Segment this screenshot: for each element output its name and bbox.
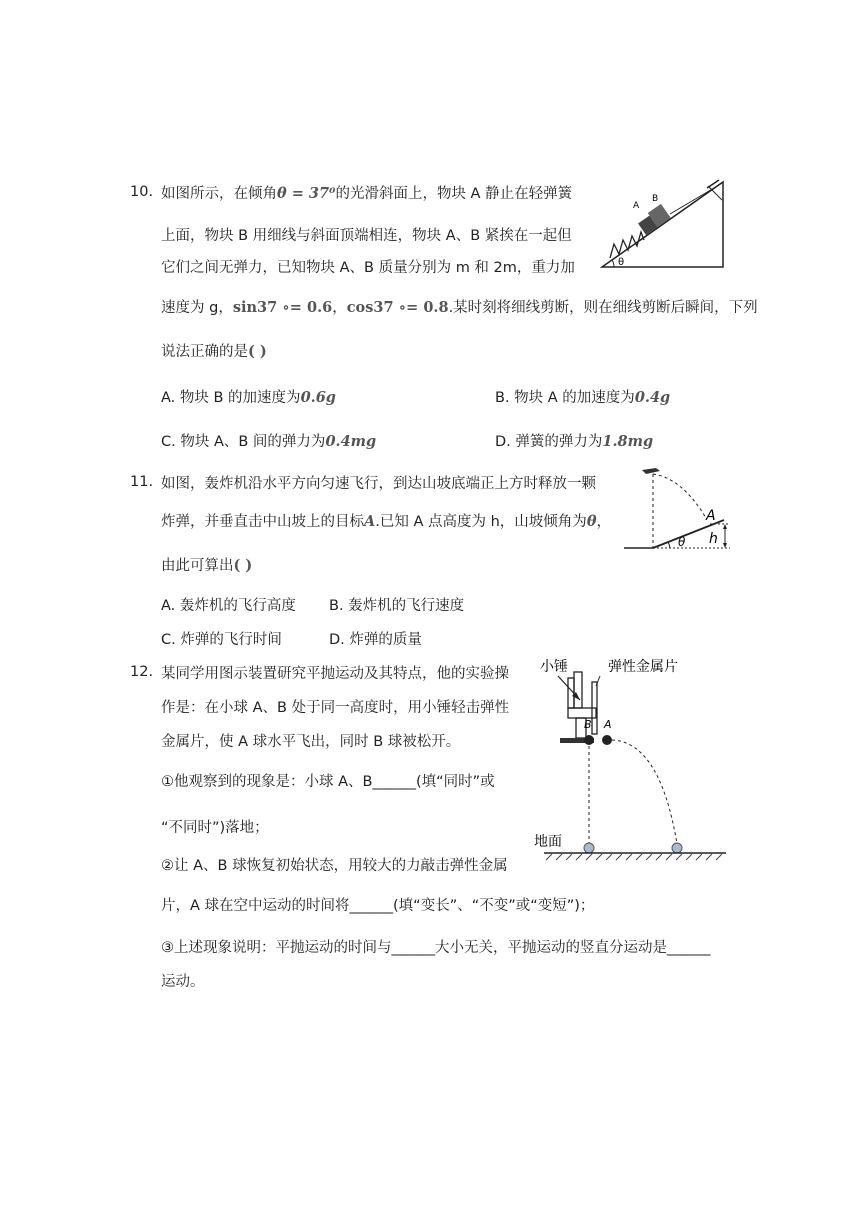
math-value: 0.6g [300,389,336,406]
label-a: A [604,718,612,731]
math-sin: sin37 ∘= 0.6 [232,299,333,316]
question-text-line [161,184,572,204]
question-text-line [161,512,611,532]
label-h: h [709,531,718,547]
label-a: A [633,201,640,211]
text: 的光滑斜面上，物块 A 静止在轻弹簧 [335,186,573,202]
question-text-line [161,556,252,576]
math-theta: θ = 37⁰ [277,185,336,202]
apparatus-figure [530,652,730,862]
question-text-line: 作是：在小球 A、B 处于同一高度时，用小锤轻击弹性 [161,700,510,716]
text: 由此可算出 [161,558,234,574]
text: B. 物块 A 的加速度为 [495,390,635,406]
label-plate: 弹性金属片 [608,659,678,675]
question-text-line: “不同时”)落地； [161,820,269,836]
slope-bomb-figure [620,460,732,554]
option-d [495,432,653,452]
math-value: 0.4g [634,389,671,406]
question-text-line: 片，A 球在空中运动的时间将______(填“变长”、“不变”或“变短”)； [161,898,595,914]
question-text-line: 如图，轰炸机沿水平方向匀速飞行，到达山坡底端正上方时释放一颗 [161,476,596,492]
question-text-line: ③上述现象说明：平抛运动的时间与______大小无关，平抛运动的竖直分运动是______ [161,940,711,956]
option-b: B. 轰炸机的飞行速度 [329,598,465,614]
question-text-line: ②让 A、B 球恢复初始状态，用较大的力敲击弹性金属 [161,858,508,874]
label-theta: θ [618,257,625,268]
question-number: 10. [130,184,154,200]
bomber-icon [642,468,660,474]
question-text-line: 金属片，使 A 球水平飞出，同时 B 球被松开。 [161,734,461,750]
question-text-line: 某同学用图示装置研究平抛运动及其特点，他的实验操 [161,666,509,682]
label-b: B [652,194,659,204]
option-b [495,388,670,408]
option-a [161,388,336,408]
question-number: 12. [130,664,154,680]
question-text-line: 运动。 [161,974,205,990]
label-theta: θ [678,535,686,549]
question-text-line: 它们之间无弹力，已知物块 A、B 质量分别为 m 和 2m，重力加 [161,260,575,276]
question-text-line: ①他观察到的现象是：小球 A、B______(填“同时”或 [161,774,495,790]
text: 炸弹，并垂直击中山坡上的目标 [161,514,364,530]
answer-paren: ( ) [248,343,267,360]
label-ground: 地面 [534,834,562,850]
label-a: A [706,508,716,524]
text: .已知 A 点高度为 h，山坡倾角为 [375,514,587,530]
question-text-line: 上面，物块 B 用细线与斜面顶端相连，物块 A、B 紧挨在一起但 [161,228,572,244]
question-number: 11. [130,474,154,490]
text: ， [332,300,347,316]
text: C. 物块 A、B 间的弹力为 [161,434,326,450]
option-a: A. 轰炸机的飞行高度 [161,598,296,614]
math-value: 1.8mg [602,433,654,450]
option-c: C. 炸弹的飞行时间 [161,632,282,648]
question-text-line [161,342,267,362]
label-hammer: 小锤 [540,659,568,675]
text: 说法正确的是 [161,344,248,360]
option-d: D. 炸弹的质量 [329,632,422,648]
answer-paren: ( ) [233,557,253,574]
text: ， [596,514,611,530]
incline-figure [590,176,730,272]
math-a: A [364,513,376,530]
label-b: B [584,718,592,731]
text: 速度为 g， [161,300,233,316]
text: .某时刻将细线剪断，则在细线剪断后瞬间，下列 [448,300,758,316]
question-text-line [161,298,758,318]
math-theta: θ [586,513,597,530]
math-value: 0.4mg [325,433,377,450]
text: D. 弹簧的弹力为 [495,434,603,450]
option-c [161,432,376,452]
text: 如图所示，在倾角 [161,186,277,202]
text: A. 物块 B 的加速度为 [161,390,301,406]
math-cos: cos37 ∘= 0.8 [346,299,449,316]
